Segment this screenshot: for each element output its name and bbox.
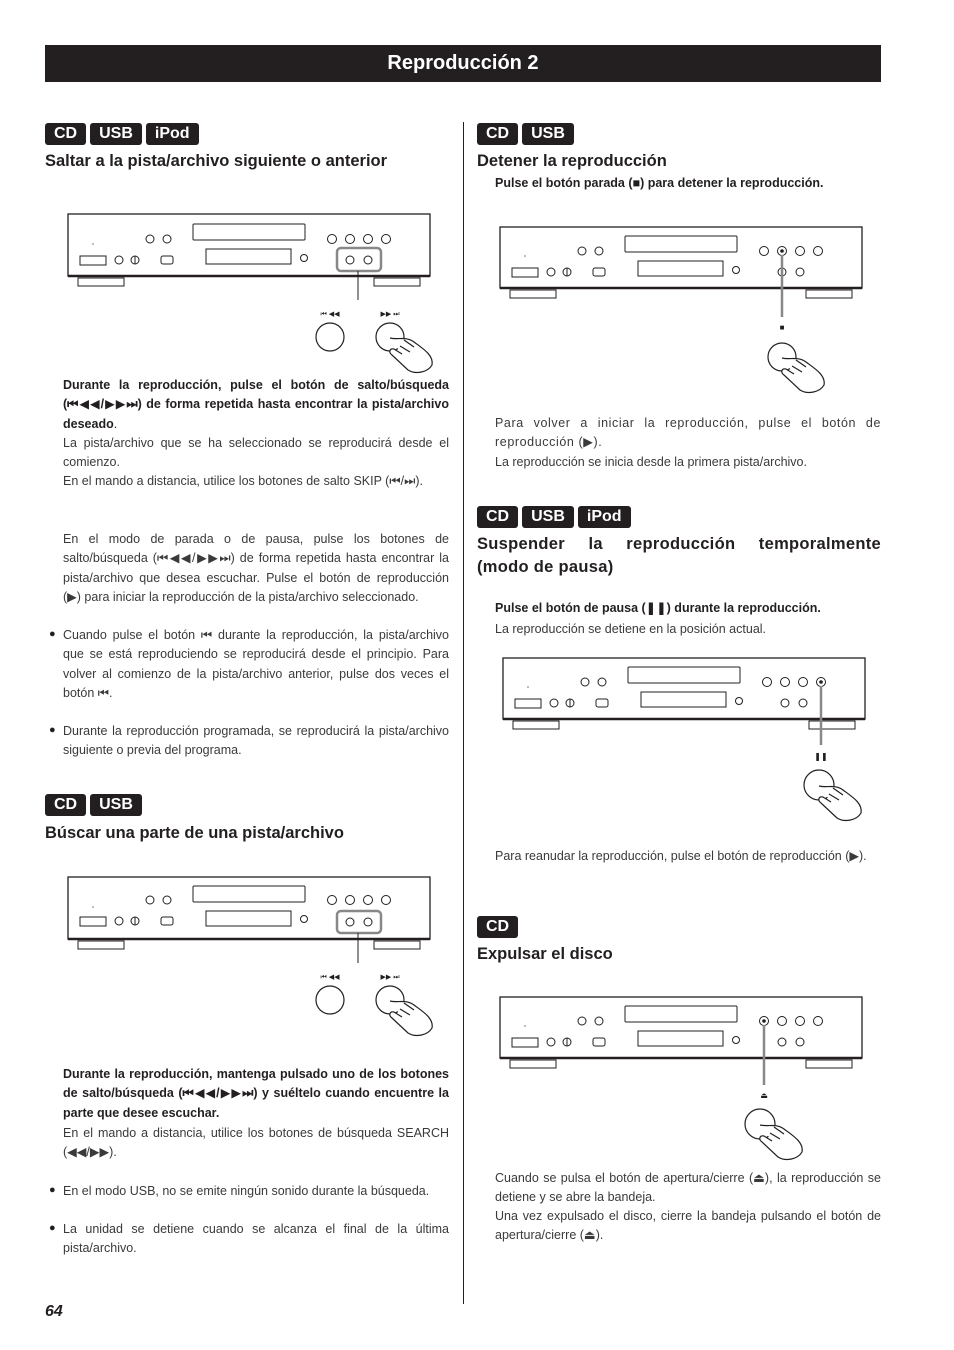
format-tags xyxy=(477,506,631,528)
tag-ipod: iPod xyxy=(146,123,199,145)
tag-usb: USB xyxy=(522,506,574,528)
section-heading-search: Búscar una parte de una pista/archivo xyxy=(45,824,344,842)
svg-text:°: ° xyxy=(524,1025,526,1031)
search-note-1: En el mando a distancia, utilice los botones de búsqueda SEARCH (◀◀/▶▶). xyxy=(63,1126,449,1160)
search-fwd-label: ▶▶ ⏭ xyxy=(380,974,400,981)
page-title: Reproducción 2 xyxy=(45,45,881,82)
tag-usb: USB xyxy=(90,123,142,145)
skip-note-2: En el mando a distancia, utilice los botones de salto SKIP (⏮/⏭). xyxy=(63,474,423,488)
skip-note-1: La pista/archivo que se ha seleccionado se reproducirá desde el comienzo. xyxy=(63,436,449,470)
tag-ipod: iPod xyxy=(578,506,631,528)
search-instruction: Durante la reproducción, mantenga pulsado uno de los botones de salto/búsqueda (⏮◀◀/▶▶⏭) y suéltelo cuando encuentre la parte que desee escuchar. xyxy=(63,1067,449,1120)
bullet-icon: ● xyxy=(49,1184,56,1196)
section-heading-stop: Detener la reproducción xyxy=(477,152,667,170)
stop-button-label: ■ xyxy=(779,323,785,332)
tag-usb: USB xyxy=(522,123,574,145)
format-tags xyxy=(477,916,518,938)
svg-text:°: ° xyxy=(92,243,94,249)
skip-fwd-label: ▶▶ ⏭ xyxy=(380,311,400,318)
skip-note-3: En el modo de parada o de pausa, pulse los botones de salto/búsqueda (⏮◀◀/▶▶⏭) de forma repetida hasta encontrar la pista/archivo que desea escuchar. Pulse el botón de reproducción (▶) para iniciar la reproducción de la pista/archivo seleccionado. xyxy=(63,532,449,604)
format-tags xyxy=(477,123,574,145)
pause-note-2: Para reanudar la reproducción, pulse el botón de reproducción (▶). xyxy=(495,849,867,863)
pause-note-1: La reproducción se detiene en la posición actual. xyxy=(495,622,767,636)
skip-back-label: ⏮ ◀◀ xyxy=(320,311,340,318)
pause-button-label: ❚❚ xyxy=(814,752,828,761)
player-illustration-pause xyxy=(495,653,885,825)
section-heading-eject: Expulsar el disco xyxy=(477,945,613,963)
bullet-icon: ● xyxy=(49,724,56,736)
tag-cd: CD xyxy=(45,123,86,145)
tag-cd: CD xyxy=(477,506,518,528)
svg-text:°: ° xyxy=(524,255,526,261)
tag-cd: CD xyxy=(477,916,518,938)
eject-note-1: Cuando se pulsa el botón de apertura/cierre (⏏), la reproducción se detiene y se abre la bandeja. xyxy=(495,1171,881,1205)
stop-note-1: Para volver a iniciar la reproducción, pulse el botón de reproducción (▶). xyxy=(495,416,881,450)
tag-cd: CD xyxy=(477,123,518,145)
svg-text:°: ° xyxy=(92,906,94,912)
bullet-icon: ● xyxy=(49,628,56,640)
player-illustration-skip xyxy=(60,210,450,380)
player-illustration-stop xyxy=(492,222,882,394)
pause-instruction: Pulse el botón de pausa (❚❚) durante la reproducción. xyxy=(495,601,821,615)
section-heading-pause: Suspender la reproducción temporalmente (modo de pausa) xyxy=(477,535,881,576)
tag-cd: CD xyxy=(45,794,86,816)
svg-text:°: ° xyxy=(527,686,529,692)
format-tags xyxy=(45,123,199,145)
column-divider xyxy=(463,122,464,1304)
search-back-label: ⏮ ◀◀ xyxy=(320,974,340,981)
search-bullet-1: En el modo USB, no se emite ningún sonido durante la búsqueda. xyxy=(63,1184,430,1198)
eject-button-label: ⏏ xyxy=(760,1091,768,1100)
section-heading-skip: Saltar a la pista/archivo siguiente o anterior xyxy=(45,152,388,170)
player-illustration-eject xyxy=(492,992,882,1164)
skip-bullet-1: Cuando pulse el botón ⏮ durante la reproducción, la pista/archivo que se está reproduciendo se reproducirá desde el principio. Para volver al comienzo de la pista/archivo anterior, pulse dos veces el botón ⏮. xyxy=(63,628,449,700)
player-illustration-search xyxy=(60,873,450,1043)
tag-usb: USB xyxy=(90,794,142,816)
eject-note-2: Una vez expulsado el disco, cierre la bandeja pulsando el botón de apertura/cierre (⏏). xyxy=(495,1209,881,1243)
skip-instruction: Durante la reproducción, pulse el botón de salto/búsqueda (⏮◀◀/▶▶⏭) de forma repetida hasta encontrar la pista/archivo deseado. xyxy=(63,378,449,431)
bullet-icon: ● xyxy=(49,1222,56,1234)
page-number: 64 xyxy=(45,1303,63,1320)
skip-bullet-2: Durante la reproducción programada, se reproducirá la pista/archivo siguiente o previa del programa. xyxy=(63,724,449,758)
search-bullet-2: La unidad se detiene cuando se alcanza el final de la última pista/archivo. xyxy=(63,1222,449,1256)
stop-note-2: La reproducción se inicia desde la primera pista/archivo. xyxy=(495,455,807,469)
stop-instruction: Pulse el botón parada (■) para detener la reproducción. xyxy=(495,176,824,190)
format-tags xyxy=(45,794,142,816)
